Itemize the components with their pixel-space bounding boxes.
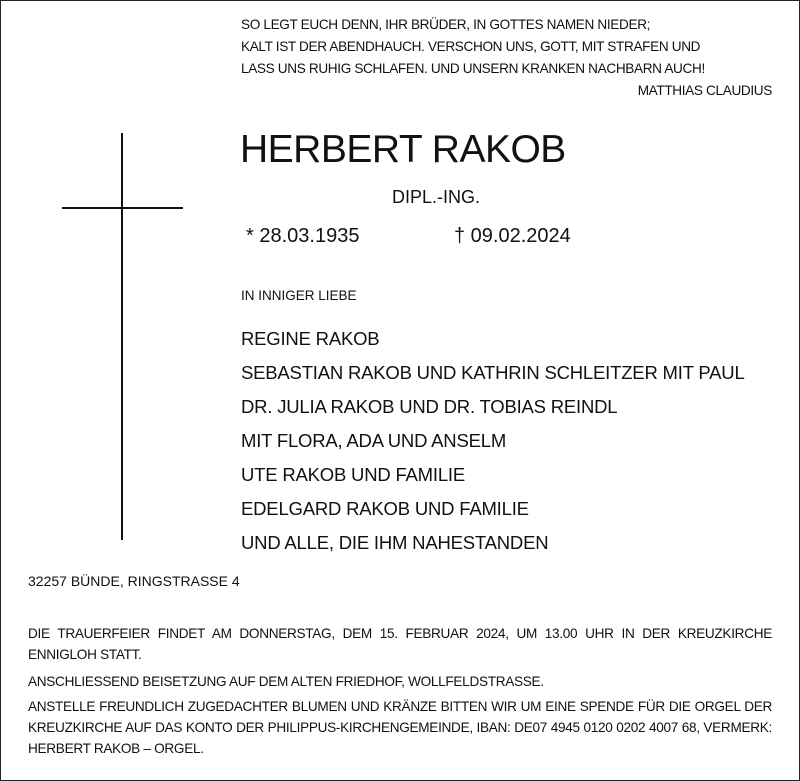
mourner: UND ALLE, DIE IHM NAHESTANDEN (241, 532, 549, 553)
deceased-name: HERBERT RAKOB (240, 128, 566, 171)
mourners-list (241, 322, 745, 560)
mourner: REGINE RAKOB (241, 328, 380, 349)
poem-line: SO LEGT EUCH DENN, IHR BRÜDER, IN GOTTES NAMEN NIEDER; (241, 17, 651, 32)
burial-notice: ANSCHLIESSEND BEISETZUNG AUF DEM ALTEN FRIEDHOF, WOLLFELDSTRASSE. (28, 674, 544, 689)
donation-notice: ANSTELLE FREUNDLICH ZUGEDACHTER BLUMEN UND KRÄNZE BITTEN WIR UM EINE SPENDE FÜR DIE ORGEL DER KREUZKIRCHE AUF DAS KONTO DER PHILIPPUS-KIRCHENGEMEINDE, IBAN: DE07 4945 0120 0202 4007 68, VERMERK: HERBERT RAKOB – ORGEL. (28, 699, 772, 756)
cross-icon-bar (62, 207, 183, 209)
address: 32257 BÜNDE, RINGSTRASSE 4 (28, 573, 240, 589)
cross-icon (121, 133, 123, 540)
mourner: MIT FLORA, ADA UND ANSELM (241, 430, 507, 451)
birth-date: * 28.03.1935 (246, 225, 360, 247)
poem (241, 14, 772, 102)
funeral-notice: DIE TRAUERFEIER FINDET AM DONNERSTAG, DEM 15. FEBRUAR 2024, UM 13.00 UHR IN DER KREUZKIRCHE ENNIGLOH STATT. (28, 626, 772, 662)
poem-line: KALT IST DER ABENDHAUCH. VERSCHON UNS, GOTT, MIT STRAFEN UND (241, 39, 701, 54)
mourners-intro: IN INNIGER LIEBE (241, 288, 357, 303)
death-date: † 09.02.2024 (454, 225, 571, 247)
mourner: UTE RAKOB UND FAMILIE (241, 464, 466, 485)
poem-author: MATTHIAS CLAUDIUS (637, 83, 772, 98)
deceased-title: DIPL.-ING. (392, 187, 481, 207)
mourner: SEBASTIAN RAKOB UND KATHRIN SCHLEITZER MIT PAUL (241, 362, 745, 383)
poem-line: LASS UNS RUHIG SCHLAFEN. UND UNSERN KRANKEN NACHBARN AUCH! (241, 61, 705, 76)
mourner: DR. JULIA RAKOB UND DR. TOBIAS REINDL (241, 396, 618, 417)
mourner: EDELGARD RAKOB UND FAMILIE (241, 498, 529, 519)
